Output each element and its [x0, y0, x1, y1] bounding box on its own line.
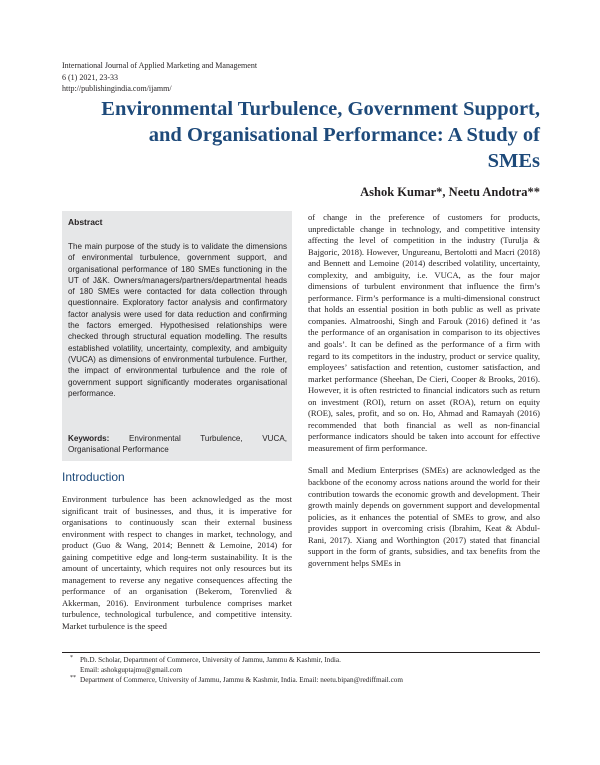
- journal-header: [62, 60, 257, 95]
- footnotes: [62, 652, 540, 685]
- footnote-marker: **: [70, 675, 76, 681]
- keywords-text: Environmental Turbulence, VUCA, Organisational Performance: [68, 434, 288, 455]
- keywords-label: Keywords:: [68, 434, 110, 443]
- title-line: Environmental Turbulence, Government Support,: [101, 98, 540, 120]
- authors: Ashok Kumar*, Neetu Andotra**: [360, 185, 540, 199]
- left-column: [62, 494, 292, 633]
- footnote-text: Ph.D. Scholar, Department of Commerce, University of Jammu, Jammu & Kashmir, India.: [80, 656, 341, 664]
- journal-name: International Journal of Applied Marketing and Management: [62, 61, 258, 70]
- footnote-text: Department of Commerce, University of Jammu, Jammu & Kashmir, India. Email: neetu.bipan@rediffmail.com: [80, 676, 403, 684]
- title-line: SMEs: [487, 150, 540, 172]
- footnote: [62, 675, 540, 685]
- section-heading-introduction: Introduction: [62, 470, 125, 484]
- footnote-marker: *: [70, 655, 73, 661]
- journal-url[interactable]: http://publishingindia.com/ijamm/: [62, 84, 172, 93]
- paragraph: of change in the preference of customers for products, unpredictable change in technology, and competitive intensity affecting the level of competition in the industry (Turulja & Bajgoric, 2018). However, Ungureanu, Bertolotti and Macri (2018) and Bennett and Lemoine (2014) described volatility, uncertainty, complexity, and ambiguity, i.e. VUCA, as the four major dimensions of turbulent environment that influence the firm’s performance. Firm’s performance is a multi-dimensional construct that holds an essential position in both public as well as private companies. Almatrooshi, Singh and Farouk (2016) defined it ‘as the performance of an organisation in comparison to its objectives and goals’. It can be defined as the performance of a firm with regard to its competitors in the industry, product or service quality, employees’ satisfaction and retention, customer satisfaction, and market performance (Sheehan, De Cieri, Cooper & Brooks, 2016). However, it is often restricted to financial indicators such as return on investment (ROI), return on asset (ROA), return on equity (ROE), sales, profit, and so on. Ho, Ahmad and Ramayah (2016) recommended that both financial as well as non-financial performance indicators should be taken into account for effective measurement of firm performance.: [308, 212, 540, 453]
- paragraph: Environment turbulence has been acknowledged as the most significant trait of businesses, and thus, it is imperative for organisations to continuously scan their external business environment with respect to changes in market, technology, and product (Guo & Wang, 2014; Bennett & Lemoine, 2014) for gaining competitive edge and long-term sustainability. It is the amount of uncertainty, which requires not only resources but its management to reverse any negative consequences affecting the performance of an organisation (Bekerom, Torenvlied & Akkerman, 2016). Environment turbulence comprises market turbulence, technological turbulence, and competitive intensity. Market turbulence is the speed: [62, 494, 292, 632]
- paragraph: Small and Medium Enterprises (SMEs) are acknowledged as the backbone of the economy across nations around the world for their contribution towards the economic growth and development. Their growth mainly depends on government support and developmental policies, as it enhances the potential of SMEs to grow, and also provides support in overcoming crisis (Ibrahim, Keat & Abdul-Rani, 2017). Xiang and Worthington (2017) stated that financial support in the form of grants, subsidies, and tax benefits from the government helps SMEs in: [308, 465, 540, 568]
- abstract-box: [62, 211, 292, 461]
- right-column: [308, 212, 540, 569]
- journal-issue: 6 (1) 2021, 23-33: [62, 72, 118, 82]
- article-title: [62, 96, 540, 174]
- abstract-heading: Abstract: [68, 217, 103, 227]
- keywords: [68, 433, 287, 456]
- footnote: [62, 655, 540, 675]
- footnote-email[interactable]: Email: ashokguptajmu@gmail.com: [80, 666, 183, 674]
- title-line: and Organisational Performance: A Study of: [148, 124, 540, 146]
- abstract-text: The main purpose of the study is to validate the dimensions of environmental turbulence, government support, and organisational performance of 180 SMEs functioning in the UT of J&K. Owners/managers/partners/departmental heads of 180 SMEs were contacted for data collection through questionnaire. Exploratory factor analysis and confirmatory factor analysis were used for data reduction and confirming the factors emerged. Hypothesised relationships were checked through structural equation modelling. The results established volatility, uncertainty, complexity, and ambiguity (VUCA) as dimensions of environmental turbulence. Further, the impact of environmental turbulence and the role of government support significantly moderates organisational performance.: [68, 242, 287, 398]
